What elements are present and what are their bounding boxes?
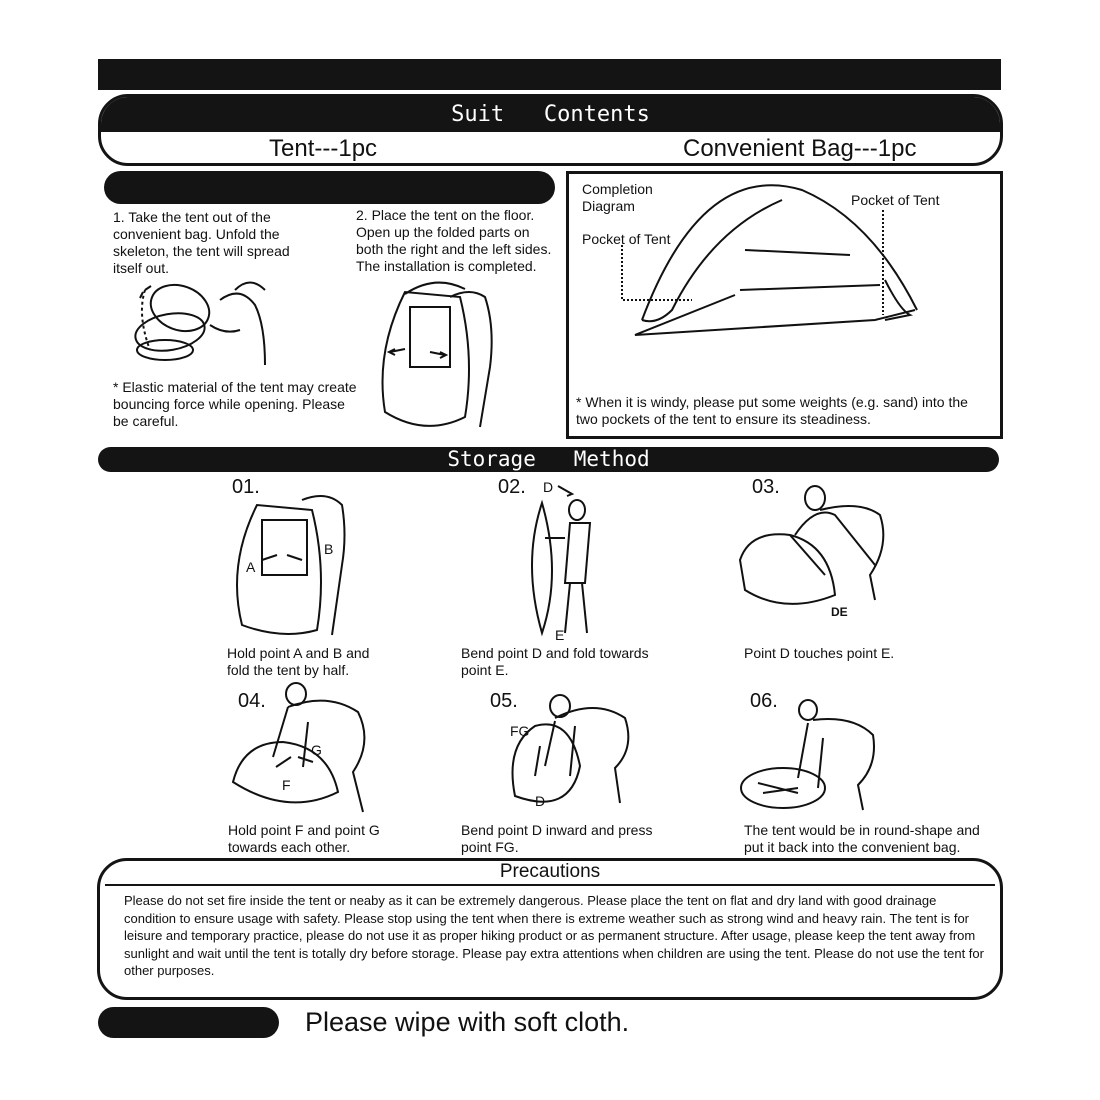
label-de: DE [831,605,848,619]
install-illustration-1 [125,270,285,380]
install-step2: 2. Place the tent on the floor. Open up the folded parts on both the right and the left sides. The installation is completed. [356,207,552,274]
label-d: D [543,479,554,495]
storage-illustration-05 [500,686,640,816]
storage-step-num-04: 04. [238,690,266,712]
storage-step-caption-01: Hold point A and B and fold the tent by half. [227,645,370,678]
label-d-05: D [535,793,546,809]
label-g: G [311,742,322,758]
storage-illustration-06 [738,698,883,813]
storage-step-caption-03: Point D touches point E. [744,645,895,661]
install-warning: * Elastic material of the tent may create bouncing force while opening. Please be careful. [113,379,357,429]
label-f: F [282,777,291,793]
cleaning-header [98,1007,279,1038]
storage-illustration-01 [232,490,362,640]
suit-contents-box [98,94,1003,166]
top-bar [98,59,1001,90]
completion-tent-diagram [600,170,940,370]
storage-step-caption-02: Bend point D and fold towards point E. [461,645,649,678]
label-a: A [246,559,256,575]
storage-step-num-03: 03. [752,476,780,498]
cleaning-text: Please wipe with soft cloth. [305,1007,630,1037]
completion-note: * When it is windy, please put some weights (e.g. sand) into the two pockets of the tent to ensure its steadiness. [576,394,968,427]
label-fg: FG [510,723,530,739]
storage-step-caption-04: Hold point F and point G towards each other. [228,822,380,855]
storage-step-caption-06: The tent would be in round-shape and put it back into the convenient bag. [744,822,980,855]
precautions-body: Please do not set fire inside the tent or neaby as it can be extremely dangerous. Please place the tent on flat and dry land with good drainage condition to ensure usage with safety. Please stop using the tent when there is extreme weather such as strong wind and heavy rain. The tent is for leisure and temporary practice, please do not use it as proper hiking product or as permanent structure. After usage, please keep the tent away from sunlight and wait until the tent is totally dry before storage. Please pay extra attentions when children are using the tent. Please do not use the tent for other purposes. [124,893,984,978]
pocket-right-label: Pocket of Tent [851,192,940,208]
precautions-divider [105,884,995,886]
storage-illustration-02 [520,478,610,643]
storage-title: Storage Method [447,447,650,471]
install-illustration-2 [375,272,505,440]
pocket-left-label: Pocket of Tent [582,231,671,247]
storage-step-caption-05: Bend point D inward and press point FG. [461,822,653,855]
storage-step-num-01: 01. [232,476,260,498]
label-b: B [324,541,334,557]
completion-title: Completion Diagram [582,181,653,214]
storage-illustration-03 [735,480,890,620]
storage-step-num-05: 05. [490,690,518,712]
install-step1: 1. Take the tent out of the convenient bag. Unfold the skeleton, the tent will spread itself out. [113,209,290,276]
installation-header [104,171,555,204]
storage-illustration-04 [228,682,388,822]
label-e: E [555,627,565,643]
precautions-title: Precautions [499,861,601,882]
storage-step-num-02: 02. [498,476,526,498]
item-bag: Convenient Bag---1pc [683,135,917,162]
suit-contents-title: Suit Contents [451,102,650,127]
storage-step-num-06: 06. [750,690,778,712]
item-tent: Tent---1pc [269,135,378,162]
